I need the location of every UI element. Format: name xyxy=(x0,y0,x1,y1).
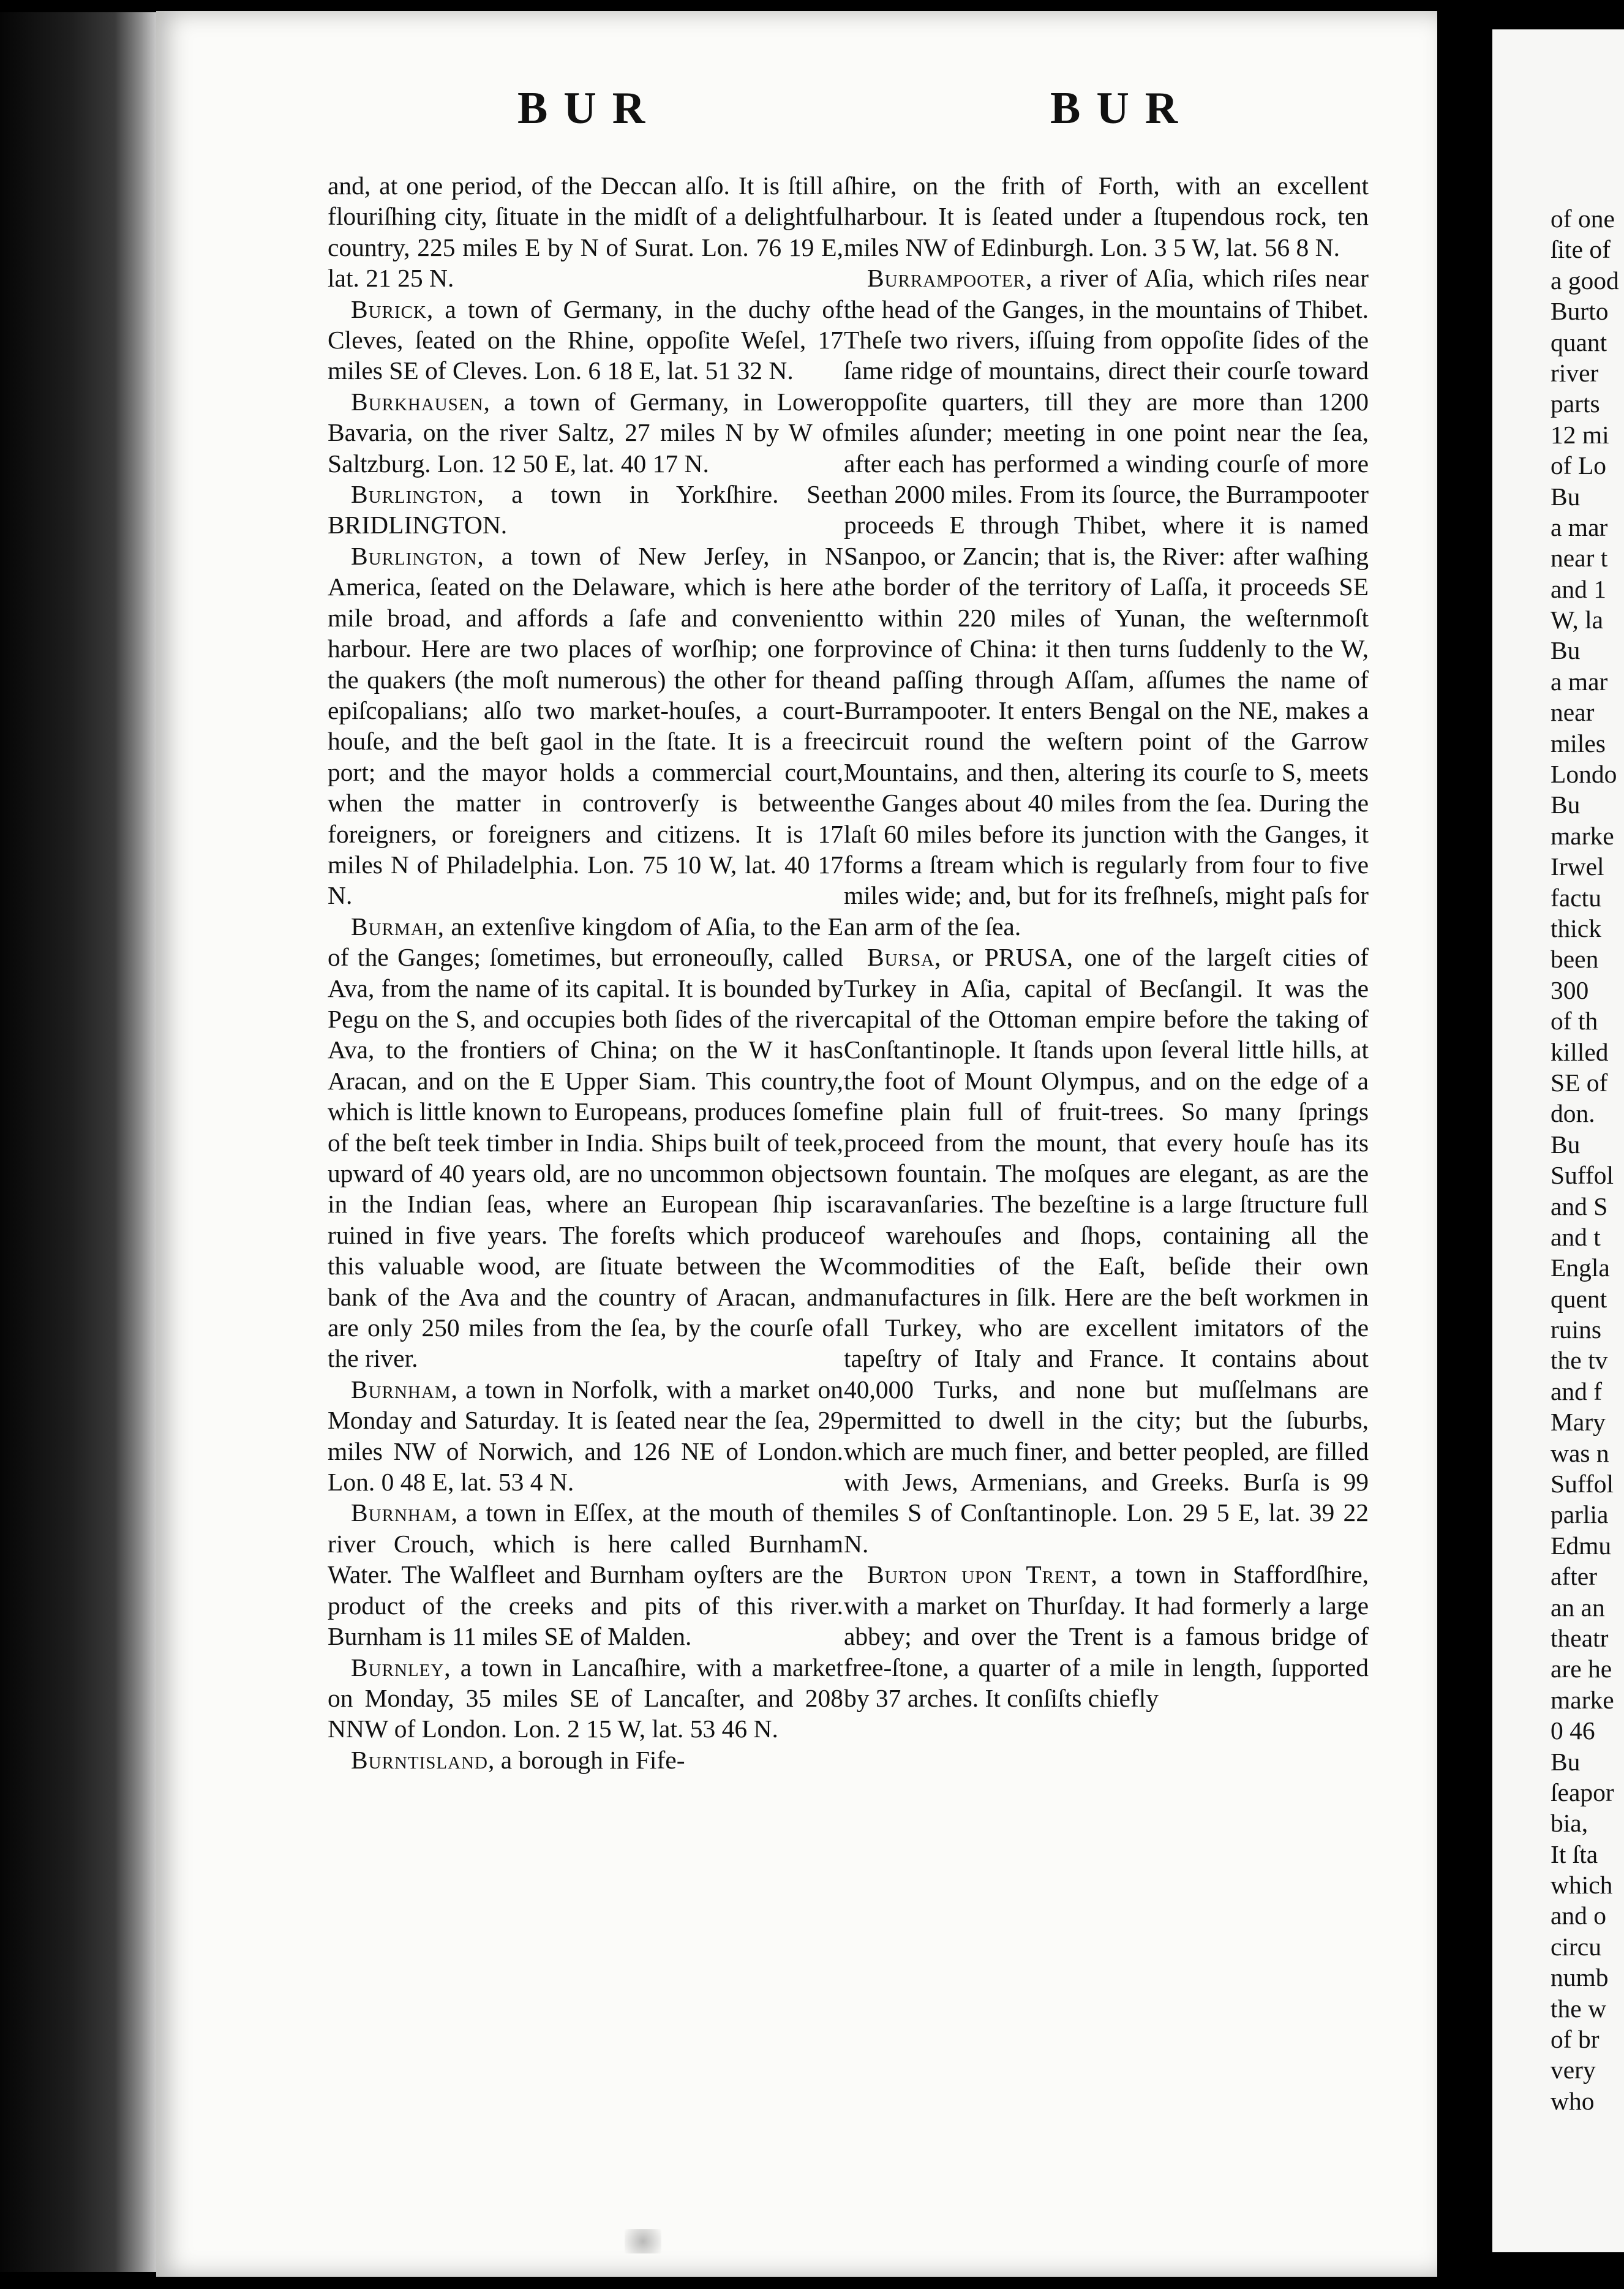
entry-headword: Burick xyxy=(351,295,427,323)
fragment-line: Bu xyxy=(1551,791,1581,819)
entry-headword: Burnham xyxy=(351,1498,451,1527)
fragment-line: which xyxy=(1551,1871,1613,1900)
entry-text: ſhire, on the frith of Forth, with an excellent harbour. It is ſeated under a ſtupendous rock, ten miles NW of Edinburgh. Lon. 3 5 W, lat. 56 8 N. xyxy=(844,171,1369,261)
fragment-line: after xyxy=(1551,1562,1598,1591)
fragment-line: Engla xyxy=(1551,1254,1610,1282)
fragment-line: factu xyxy=(1551,883,1601,912)
fragment-line: river xyxy=(1551,358,1599,387)
fragment-line: 12 mi xyxy=(1551,420,1609,449)
fragment-line: Mary xyxy=(1551,1408,1606,1437)
book-spine-shadow xyxy=(0,12,159,2272)
fragment-line: ſeapor xyxy=(1551,1778,1614,1806)
fragment-line: circu xyxy=(1551,1932,1601,1961)
fragment-line: ruins xyxy=(1551,1315,1601,1344)
entry-text: , a town of New Jerſey, in N America, ſeated on the Delaware, which is here a mile broad, and affords a ſafe and convenient harbour. Here are two places of worſhip; one for the quakers (the moſt numerous) the other for the epiſcopalians; alſo two market-houſes, a court-houſe, and the beſt gaol in the ſtate. It is a free port; and the mayor holds a commercial court, when the matter in controverſy is between foreigners, or foreigners and citizens. It is 17 miles N of Philadelphia. Lon. 75 10 W, lat. 40 17 N. xyxy=(328,541,843,910)
fragment-line: Londo xyxy=(1551,760,1617,789)
fragment-line: and 1 xyxy=(1551,574,1607,603)
fragment-line: don. xyxy=(1551,1099,1595,1128)
entry-headword: Burrampooter xyxy=(867,264,1026,293)
entry xyxy=(844,170,1369,263)
fragment-line: and f xyxy=(1551,1377,1603,1405)
fragment-line: Edmu xyxy=(1551,1531,1612,1560)
fragment-line: near xyxy=(1551,698,1595,727)
fragment-line: of one xyxy=(1551,205,1615,233)
entry-text: , a town in Staffordſhire, with a market on Thurſday. It had formerly a large abbey; and over the Trent is a famous bridge of free-ſtone, a quarter of a mile in length, ſupported by 37 arches. It conſiſts chiefly xyxy=(844,1560,1369,1712)
fragment-line: W, la xyxy=(1551,606,1604,634)
fragment-line: and o xyxy=(1551,1901,1607,1930)
fragment-line: thick xyxy=(1551,914,1601,942)
fragment-line: marke xyxy=(1551,821,1614,850)
fragment-line: very xyxy=(1551,2056,1596,2084)
page-gutter xyxy=(1437,0,1492,2289)
fragment-line: bia, xyxy=(1551,1809,1588,1838)
fragment-line: SE of xyxy=(1551,1068,1608,1097)
fragment-line: Suffol xyxy=(1551,1161,1614,1190)
fragment-line: Bu xyxy=(1551,482,1581,511)
fragment-line: are he xyxy=(1551,1655,1612,1683)
entry xyxy=(328,386,843,479)
entry xyxy=(844,263,1369,942)
entry-headword: Burton upon Trent xyxy=(867,1560,1091,1589)
fragment-line: marke xyxy=(1551,1685,1614,1714)
entry-headword: Bursa xyxy=(867,943,935,972)
fragment-line: the tv xyxy=(1551,1346,1608,1375)
fragment-line: was n xyxy=(1551,1438,1609,1467)
entry xyxy=(328,479,843,541)
fragment-line: Bu xyxy=(1551,1747,1581,1776)
entry xyxy=(844,942,1369,1559)
fragment-line: been xyxy=(1551,945,1599,974)
entry-text: , a town in Eſſex, at the mouth of the river Crouch, which is here called Burnham Water. The Walfleet and Burnham oyſters are the product of the creeks and pits of this river. Burnham is 11 miles SE of Malden. xyxy=(328,1498,843,1651)
entry-headword: Burlington xyxy=(351,541,478,570)
entry xyxy=(328,294,843,386)
fragment-line: and S xyxy=(1551,1192,1608,1220)
fragment-line: numb xyxy=(1551,1963,1609,1992)
entry-headword: Burnham xyxy=(351,1375,451,1404)
fragment-line: ſite of xyxy=(1551,235,1611,264)
text-column-right xyxy=(844,170,1369,1713)
entry xyxy=(328,170,843,294)
fragment-line: Bu xyxy=(1551,636,1581,665)
entry-text: , a borough in Fife- xyxy=(487,1745,685,1774)
entry xyxy=(328,1374,843,1498)
entry xyxy=(844,1559,1369,1713)
fragment-line: miles xyxy=(1551,729,1606,757)
fragment-line: quent xyxy=(1551,1284,1607,1313)
entry xyxy=(328,1652,843,1745)
running-header-left: BUR xyxy=(517,83,661,133)
fragment-line: parts xyxy=(1551,389,1600,418)
fragment-line: parlia xyxy=(1551,1500,1609,1529)
fragment-line: a mar xyxy=(1551,667,1608,696)
entry-text: , a town in Lancaſhire, with a market on Monday, 35 miles SE of Lancaſter, and 208 NNW of London. Lon. 2 15 W, lat. 53 46 N. xyxy=(328,1653,843,1743)
entry-headword: Burlington xyxy=(351,480,478,509)
fragment-line: of Lo xyxy=(1551,451,1607,480)
fragment-line: Bu xyxy=(1551,1130,1581,1159)
entry-headword: Burntisland xyxy=(351,1745,488,1774)
entry xyxy=(328,541,843,911)
entry-headword: Burnley xyxy=(351,1653,445,1682)
fragment-line: and t xyxy=(1551,1222,1601,1251)
fragment-line: the w xyxy=(1551,1994,1607,2023)
fragment-line: theatr xyxy=(1551,1623,1609,1652)
fragment-line: killed xyxy=(1551,1037,1609,1066)
text-column-left xyxy=(328,170,843,1775)
fragment-line: quant xyxy=(1551,328,1607,356)
entry-text: , or PRUSA, one of the largeſt cities of Turkey in Aſia, capital of Becſangil. It was the capital of the Ottoman empire before the taking of Conſtantinople. It ſtands upon ſeveral little hills, at the foot of Mount Olympus, and on the edge of a fine plain full of fruit-trees. So many ſprings proceed from the mount, that every houſe has its own fountain. The moſques are elegant, as are the caravanſaries. The bezeſtine is a large ſtructure full of warehouſes and ſhops, containing all the commodities of the Eaſt, beſide their own manufactures in ſilk. Here are the beſt workmen in all Turkey, who are excellent imitators of the tapeſtry of Italy and France. It contains about 40,000 Turks, and none but muſſelmans are permitted to dwell in the city; but the ſuburbs, which are much finer, and better peopled, are filled with Jews, Armenians, and Greeks. Burſa is 99 miles S of Conſtantinople. Lon. 29 5 E, lat. 39 22 N. xyxy=(844,943,1369,1558)
entry-text: , a town of Germany, in the duchy of Cleves, ſeated on the Rhine, oppoſite Weſel, 17 miles SE of Cleves. Lon. 6 18 E, lat. 51 32 N. xyxy=(328,295,843,385)
entry xyxy=(328,1497,843,1652)
entry-headword: Burkhausen xyxy=(351,387,484,416)
fragment-line: It ſta xyxy=(1551,1840,1598,1868)
entry xyxy=(328,911,843,1374)
fragment-line: of th xyxy=(1551,1007,1598,1036)
fragment-line: an an xyxy=(1551,1593,1605,1622)
entry-text: , a town in Norfolk, with a market on Monday and Saturday. It is ſeated near the ſea, 29 miles NW of Norwich, and 126 NE of London. Lon. 0 48 E, lat. 53 4 N. xyxy=(328,1375,843,1497)
fragment-line: who xyxy=(1551,2086,1595,2115)
fragment-line: a good xyxy=(1551,266,1619,295)
fragment-line: a mar xyxy=(1551,513,1608,541)
entry xyxy=(328,1745,843,1775)
entry-text: and, at one period, of the Deccan alſo. It is ſtill a flouriſhing city, ſituate in the midſt of a delightful country, 225 miles E by N of Surat. Lon. 76 19 E, lat. 21 25 N. xyxy=(328,171,843,293)
fragment-line: Burto xyxy=(1551,297,1609,326)
entry-text: , an extenſive kingdom of Aſia, to the E of the Ganges; ſometimes, but erroneouſly, called Ava, from the name of its capital. It is bounded by Pegu on the S, and occupies both ſides of the river Ava, to the frontiers of China; on the W it has Aracan, and on the E Upper Siam. This country, which is little known to Europeans, produces ſome of the beſt teek timber in India. Ships built of teek, upward of 40 years old, are no uncommon objects in the Indian ſeas, where an European ſhip is ruined in five years. The foreſts which produce this valuable wood, are ſituate between the W bank of the Ava and the country of Aracan, and are only 250 miles from the ſea, by the courſe of the river. xyxy=(328,912,843,1373)
fragment-line: Suffol xyxy=(1551,1470,1614,1498)
running-header-right: BUR xyxy=(1050,83,1194,133)
fragment-line: 0 46 xyxy=(1551,1716,1595,1745)
entry-text: , a town in Yorkſhire. See BRIDLINGTON. xyxy=(328,480,843,539)
next-page-text-fragment xyxy=(1551,203,1624,2116)
scan-smudge xyxy=(625,2229,661,2253)
entry-text: , a town of Germany, in Lower Bavaria, on the river Saltz, 27 miles N by W of Saltzburg. Lon. 12 50 E, lat. 40 17 N. xyxy=(328,387,843,478)
entry-headword: Burmah xyxy=(351,912,438,941)
fragment-line: of br xyxy=(1551,2025,1600,2054)
fragment-line: Irwel xyxy=(1551,852,1604,881)
entry-text: , a river of Aſia, which riſes near the head of the Ganges, in the mountains of Thibet. Theſe two rivers, iſſuing from oppoſite ſides of the ſame ridge of mountains, direct their courſe toward oppoſite quarters, till they are more than 1200 miles aſunder; meeting in one point near the ſea, after each has performed a winding courſe of more than 2000 miles. From its ſource, the Burrampooter proceeds E through Thibet, where it is named Sanpoo, or Zancin; that is, the River: after waſhing the border of the territory of Laſſa, it proceeds SE to within 220 miles of Yunan, the weſternmoſt province of China: it then turns ſuddenly to the W, and paſſing through Aſſam, aſſumes the name of Burrampooter. It enters Bengal on the NE, makes a circuit round the weſtern point of the Garrow Mountains, and then, altering its courſe to S, meets the Ganges about 40 miles from the ſea. During the laſt 60 miles before its junction with the Ganges, it forms a ſtream which is regularly from four to five miles wide; and, but for its freſhneſs, might paſs for an arm of the ſea. xyxy=(844,264,1369,941)
fragment-line: near t xyxy=(1551,544,1608,573)
fragment-line: 300 xyxy=(1551,975,1589,1004)
